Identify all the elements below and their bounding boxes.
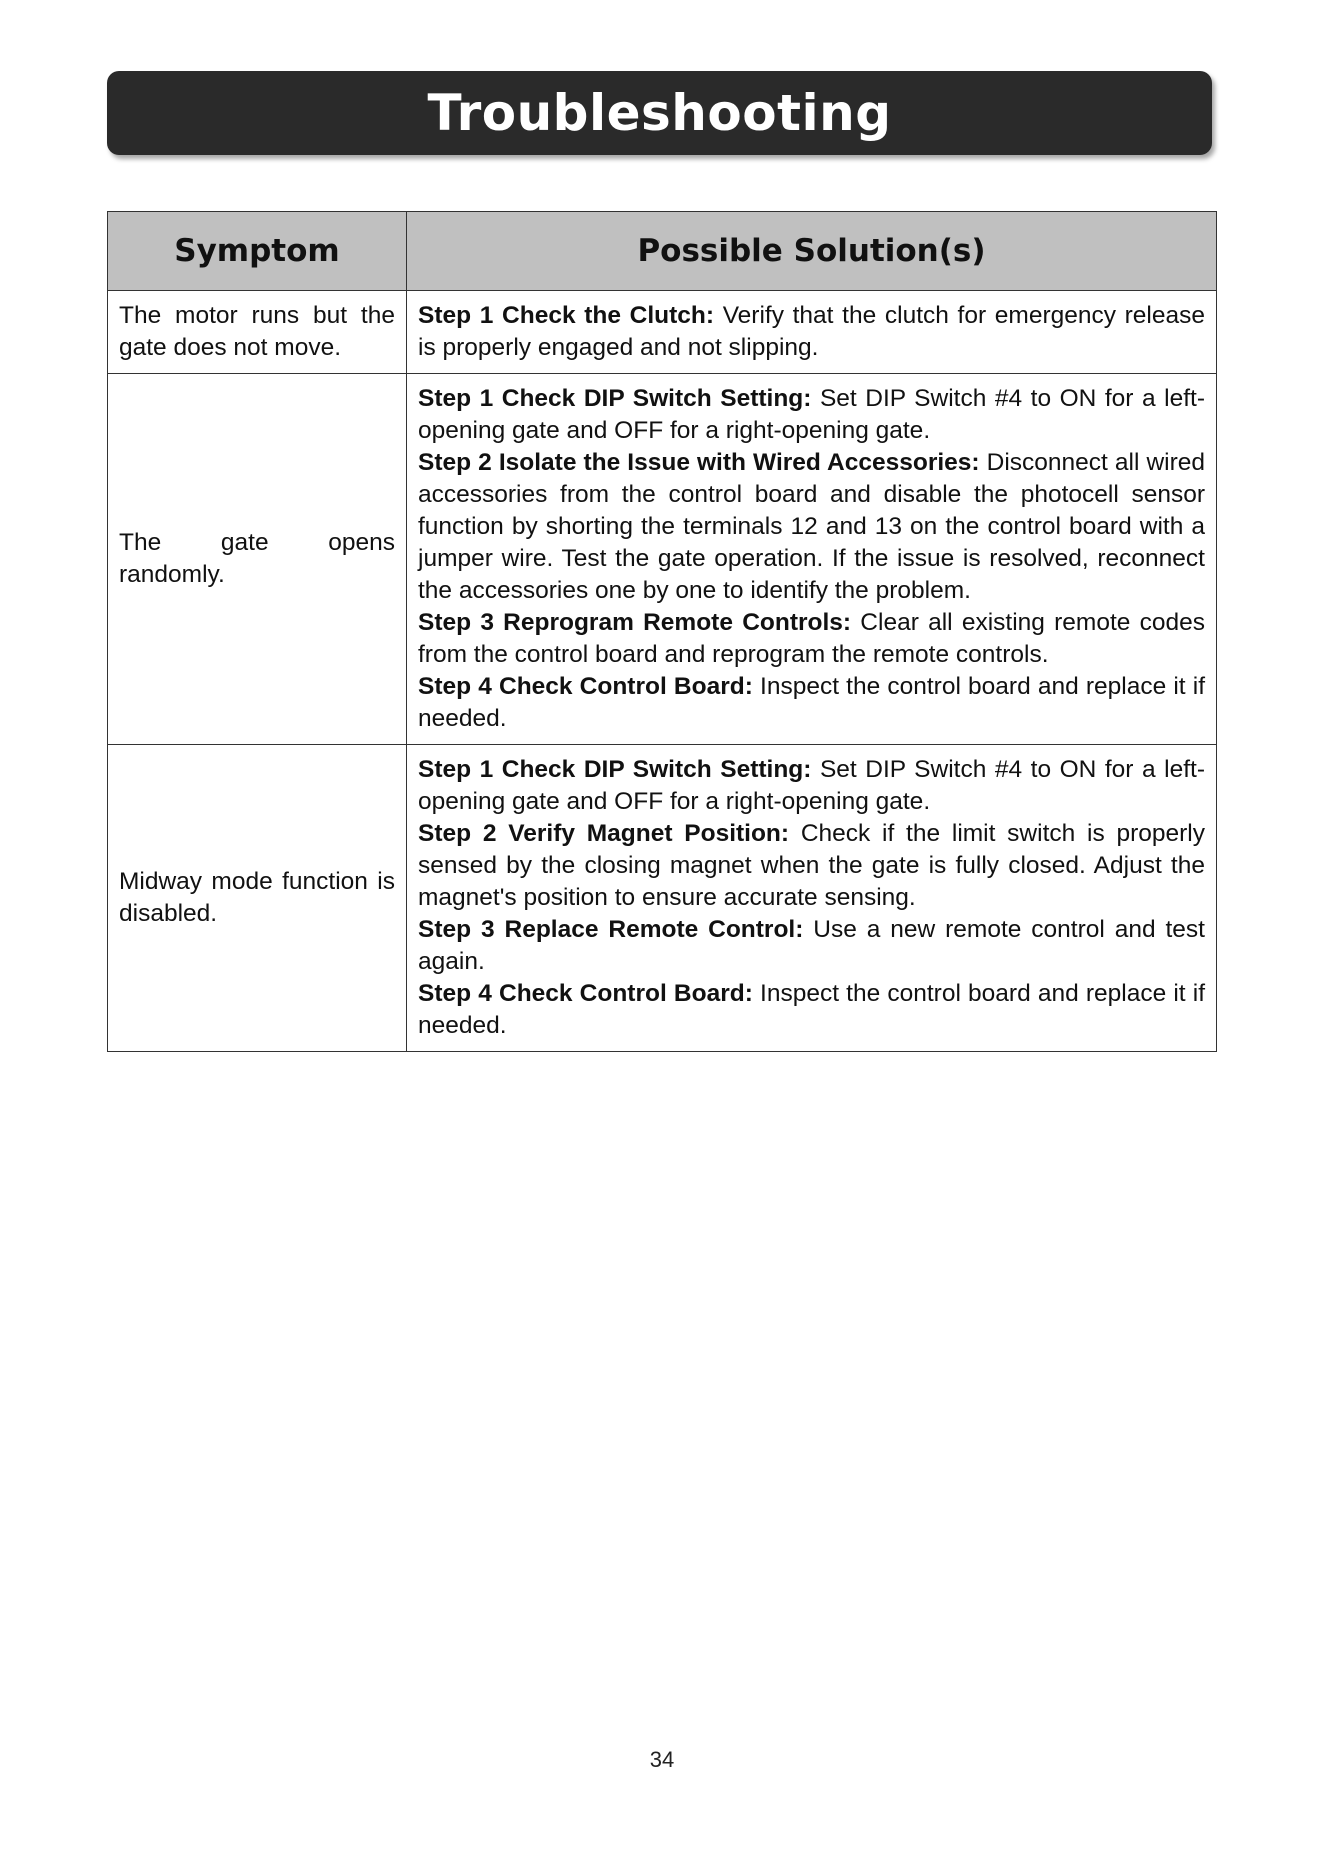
- symptom-cell: The motor runs but the gate does not move.: [108, 291, 407, 374]
- solution-step: [418, 383, 1205, 447]
- solution-step: [418, 671, 1205, 735]
- troubleshooting-table: [107, 211, 1217, 1052]
- step-label: Step 1 Check DIP Switch Setting:: [418, 756, 812, 783]
- step-label: Step 1 Check the Clutch:: [418, 302, 715, 329]
- solution-cell: [407, 745, 1217, 1052]
- solution-step: [418, 607, 1205, 671]
- step-label: Step 3 Reprogram Remote Controls:: [418, 609, 852, 636]
- solution-step: [418, 754, 1205, 818]
- solution-step: [418, 818, 1205, 914]
- solution-column-header: Possible Solution(s): [407, 212, 1217, 291]
- solution-step: [418, 447, 1205, 607]
- step-text: Clear all existing remote codes from the control board and reprogram the remote controls.: [418, 609, 1205, 668]
- step-text: Check if the limit switch is properly sensed by the closing magnet when the gate is fully closed. Adjust the magnet's position to ensure accurate sensing.: [418, 820, 1205, 911]
- step-label: Step 2 Isolate the Issue with Wired Accessories:: [418, 449, 980, 476]
- step-text: Verify that the clutch for emergency release is properly engaged and not slipping.: [418, 302, 1205, 361]
- step-label: Step 2 Verify Magnet Position:: [418, 820, 790, 847]
- solution-step: [418, 978, 1205, 1042]
- step-text: Inspect the control board and replace it if needed.: [418, 980, 1206, 1039]
- solution-step: [418, 914, 1205, 978]
- step-text: Set DIP Switch #4 to ON for a left-opening gate and OFF for a right-opening gate.: [418, 756, 1205, 815]
- step-label: Step 1 Check DIP Switch Setting:: [418, 385, 812, 412]
- table-header-row: [108, 212, 1217, 291]
- title-banner: [107, 71, 1212, 155]
- step-label: Step 3 Replace Remote Control:: [418, 916, 804, 943]
- table-row: [108, 745, 1217, 1052]
- table-row: [108, 291, 1217, 374]
- symptom-cell: The gate opens randomly.: [108, 374, 407, 745]
- step-text: Disconnect all wired accessories from the control board and disable the photocell sensor function by shorting the terminals 12 and 13 on the control board with a jumper wire. Test the gate operation. If the issue is resolved, reconnect the accessories one by one to identify the problem.: [418, 449, 1205, 604]
- table-row: [108, 374, 1217, 745]
- solution-cell: [407, 291, 1217, 374]
- symptom-cell: Midway mode function is disabled.: [108, 745, 407, 1052]
- step-label: Step 4 Check Control Board:: [418, 673, 753, 700]
- page-title: Troubleshooting: [427, 84, 892, 142]
- step-text: Set DIP Switch #4 to ON for a left-opening gate and OFF for a right-opening gate.: [418, 385, 1205, 444]
- solution-cell: [407, 374, 1217, 745]
- step-text: Inspect the control board and replace it if needed.: [418, 673, 1206, 732]
- solution-step: [418, 300, 1205, 364]
- step-text: Use a new remote control and test again.: [418, 916, 1205, 975]
- page-number: 34: [649, 1747, 675, 1772]
- step-label: Step 4 Check Control Board:: [418, 980, 753, 1007]
- symptom-column-header: Symptom: [108, 212, 407, 291]
